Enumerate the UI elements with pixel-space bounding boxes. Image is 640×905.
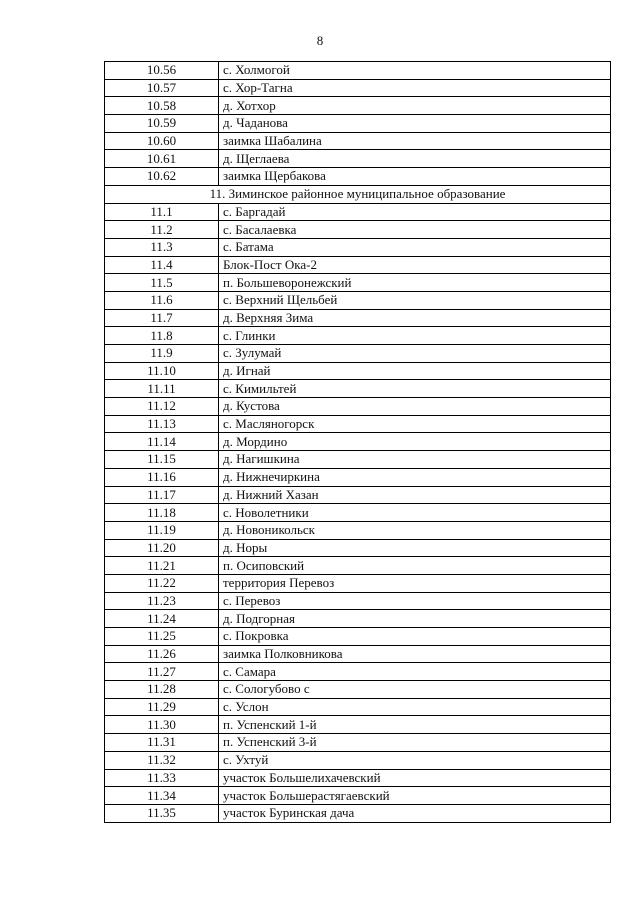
table-row (105, 238, 611, 256)
section-header-row (105, 185, 611, 203)
settlement-name: с. Услон (219, 698, 611, 716)
settlement-name: д. Верхняя Зима (219, 309, 611, 327)
table-row (105, 362, 611, 380)
table-row (105, 592, 611, 610)
settlement-name: с. Кимильтей (219, 380, 611, 398)
table-row (105, 716, 611, 734)
table-row (105, 521, 611, 539)
row-number: 11.9 (105, 345, 219, 363)
settlement-name: п. Успенский 1-й (219, 716, 611, 734)
table-section-header-group (105, 185, 611, 203)
settlement-name: с. Холмогой (219, 62, 611, 80)
row-number: 11.28 (105, 681, 219, 699)
settlement-name: с. Новолетники (219, 504, 611, 522)
row-number: 11.14 (105, 433, 219, 451)
settlement-name: д. Чаданова (219, 115, 611, 133)
table-row (105, 610, 611, 628)
settlement-name: д. Нагишкина (219, 451, 611, 469)
section-header: 11. Зиминское районное муниципальное образование (105, 185, 611, 203)
table-row (105, 115, 611, 133)
settlement-name: территория Перевоз (219, 574, 611, 592)
table-row (105, 681, 611, 699)
row-number: 11.22 (105, 574, 219, 592)
settlement-name: д. Нижнечиркина (219, 468, 611, 486)
settlement-name: с. Перевоз (219, 592, 611, 610)
settlement-name: заимка Щербакова (219, 168, 611, 186)
row-number: 11.17 (105, 486, 219, 504)
table-row (105, 751, 611, 769)
table-row (105, 398, 611, 416)
settlement-name: с. Покровка (219, 628, 611, 646)
row-number: 11.16 (105, 468, 219, 486)
table-row (105, 345, 611, 363)
row-number: 11.10 (105, 362, 219, 380)
settlement-name: с. Верхний Щельбей (219, 291, 611, 309)
settlement-name: участок Большелихачевский (219, 769, 611, 787)
table-row (105, 97, 611, 115)
row-number: 11.12 (105, 398, 219, 416)
row-number: 11.24 (105, 610, 219, 628)
table-row (105, 327, 611, 345)
settlement-name: с. Батама (219, 238, 611, 256)
settlement-name: участок Большерастягаевский (219, 787, 611, 805)
settlement-name: д. Нижний Хазан (219, 486, 611, 504)
row-number: 11.21 (105, 557, 219, 575)
row-number: 10.59 (105, 115, 219, 133)
table-row (105, 291, 611, 309)
table-row (105, 769, 611, 787)
table-row (105, 132, 611, 150)
row-number: 11.34 (105, 787, 219, 805)
table-body-district-10 (105, 62, 611, 186)
row-number: 11.8 (105, 327, 219, 345)
settlement-name: с. Сологубово с (219, 681, 611, 699)
row-number: 10.57 (105, 79, 219, 97)
settlement-name: с. Масляногорск (219, 415, 611, 433)
settlement-name: с. Глинки (219, 327, 611, 345)
table-row (105, 645, 611, 663)
settlement-name: д. Игнай (219, 362, 611, 380)
table-row (105, 663, 611, 681)
table-row (105, 415, 611, 433)
settlement-name: заимка Шабалина (219, 132, 611, 150)
settlement-name: п. Осиповский (219, 557, 611, 575)
table-row (105, 451, 611, 469)
row-number: 11.32 (105, 751, 219, 769)
settlement-name: д. Щеглаева (219, 150, 611, 168)
table-row (105, 221, 611, 239)
table-row (105, 787, 611, 805)
settlement-name: участок Буринская дача (219, 804, 611, 822)
table-row (105, 309, 611, 327)
table-row (105, 557, 611, 575)
row-number: 11.27 (105, 663, 219, 681)
row-number: 11.5 (105, 274, 219, 292)
row-number: 11.3 (105, 238, 219, 256)
row-number: 10.62 (105, 168, 219, 186)
table-row (105, 150, 611, 168)
settlements-table (104, 61, 611, 823)
row-number: 11.15 (105, 451, 219, 469)
row-number: 10.60 (105, 132, 219, 150)
table-row (105, 504, 611, 522)
table-row (105, 574, 611, 592)
settlement-name: заимка Полковникова (219, 645, 611, 663)
row-number: 11.11 (105, 380, 219, 398)
table-row (105, 698, 611, 716)
table-row (105, 380, 611, 398)
settlement-name: д. Подгорная (219, 610, 611, 628)
settlement-name: с. Ухтуй (219, 751, 611, 769)
row-number: 11.35 (105, 804, 219, 822)
row-number: 11.13 (105, 415, 219, 433)
row-number: 11.20 (105, 539, 219, 557)
table-row (105, 486, 611, 504)
row-number: 10.61 (105, 150, 219, 168)
settlement-name: с. Хор-Тагна (219, 79, 611, 97)
row-number: 11.1 (105, 203, 219, 221)
table-row (105, 203, 611, 221)
table-row (105, 539, 611, 557)
row-number: 11.23 (105, 592, 219, 610)
row-number: 10.56 (105, 62, 219, 80)
table-row (105, 62, 611, 80)
settlement-name: с. Зулумай (219, 345, 611, 363)
settlement-name: д. Мордино (219, 433, 611, 451)
settlement-name: д. Новоникольск (219, 521, 611, 539)
row-number: 11.31 (105, 734, 219, 752)
row-number: 11.26 (105, 645, 219, 663)
row-number: 11.29 (105, 698, 219, 716)
table-body-district-11 (105, 203, 611, 822)
row-number: 11.33 (105, 769, 219, 787)
row-number: 10.58 (105, 97, 219, 115)
table-row (105, 256, 611, 274)
table-row (105, 734, 611, 752)
table-row (105, 804, 611, 822)
settlement-name: д. Хотхор (219, 97, 611, 115)
settlement-name: с. Баргадай (219, 203, 611, 221)
settlement-name: п. Успенский 3-й (219, 734, 611, 752)
row-number: 11.18 (105, 504, 219, 522)
settlement-name: д. Норы (219, 539, 611, 557)
row-number: 11.25 (105, 628, 219, 646)
table-row (105, 433, 611, 451)
row-number: 11.2 (105, 221, 219, 239)
settlement-name: с. Самара (219, 663, 611, 681)
settlement-name: Блок-Пост Ока-2 (219, 256, 611, 274)
table-row (105, 628, 611, 646)
row-number: 11.30 (105, 716, 219, 734)
table-row (105, 168, 611, 186)
settlement-name: п. Большеворонежский (219, 274, 611, 292)
row-number: 11.7 (105, 309, 219, 327)
table-row (105, 274, 611, 292)
settlement-name: с. Басалаевка (219, 221, 611, 239)
row-number: 11.6 (105, 291, 219, 309)
settlement-name: д. Кустова (219, 398, 611, 416)
row-number: 11.19 (105, 521, 219, 539)
table-row (105, 468, 611, 486)
page-number: 8 (316, 33, 324, 48)
table-row (105, 79, 611, 97)
row-number: 11.4 (105, 256, 219, 274)
